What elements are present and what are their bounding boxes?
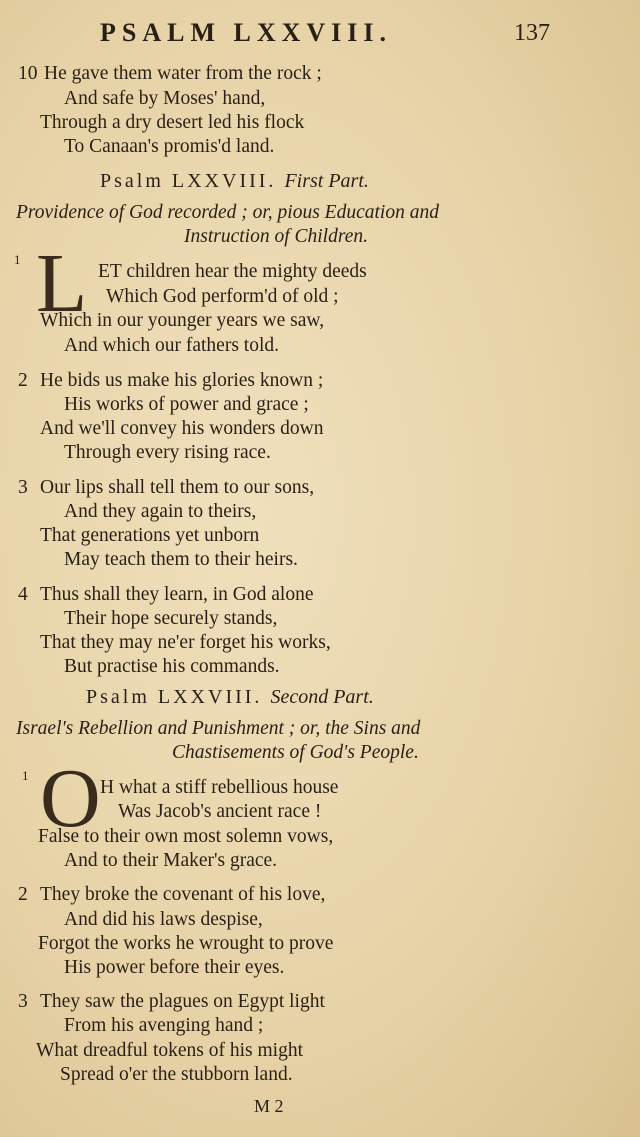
signature-mark: M 2 <box>254 1096 284 1116</box>
section-subtitle: Chastisements of God's People. <box>172 742 419 763</box>
psalm-heading: Psalm LXXVIII. <box>86 686 263 708</box>
verse-line: And which our fathers told. <box>64 335 279 356</box>
section-subtitle: Instruction of Children. <box>184 226 368 247</box>
part-label: Second Part. <box>270 686 374 708</box>
part-label: First Part. <box>284 170 369 192</box>
drop-cap: O <box>40 752 101 845</box>
verse-line: His works of power and grace ; <box>64 394 309 415</box>
verse-line: ET children hear the mighty deeds <box>98 261 367 282</box>
page-number: 137 <box>514 20 550 46</box>
verse-line: And did his laws despise, <box>64 909 263 930</box>
verse-line: May teach them to their heirs. <box>64 549 298 570</box>
verse-line: Thus shall they learn, in God alone <box>40 584 314 605</box>
verse-line: Which God perform'd of old ; <box>106 286 339 307</box>
section-heading <box>100 170 369 193</box>
verse-line: False to their own most solemn vows, <box>38 826 334 847</box>
verse-line: But practise his commands. <box>64 656 280 677</box>
verse-line: He bids us make his glories known ; <box>40 370 324 391</box>
verse-line: And we'll convey his wonders down <box>40 418 324 439</box>
stanza-number: 10 <box>18 63 38 84</box>
stanza-number: 3 <box>18 991 28 1012</box>
verse-line: Forgot the works he wrought to prove <box>38 933 334 954</box>
verse-line: He gave them water from the rock ; <box>44 63 322 84</box>
running-head <box>0 18 640 52</box>
verse-line: Spread o'er the stubborn land. <box>60 1064 293 1085</box>
verse-line: Their hope securely stands, <box>64 608 278 629</box>
verse-line: And to their Maker's grace. <box>64 850 278 871</box>
section-subtitle: Providence of God recorded ; or, pious Education and <box>16 202 439 223</box>
psalm-heading: Psalm LXXVIII. <box>100 170 277 192</box>
section-heading <box>86 686 374 709</box>
drop-cap: L <box>36 237 88 330</box>
verse-line: Was Jacob's ancient race ! <box>118 801 322 822</box>
stanza-number: 1 <box>14 252 21 267</box>
verse-line: And safe by Moses' hand, <box>64 88 266 109</box>
stanza-number: 2 <box>18 370 28 391</box>
verse-line: They broke the covenant of his love, <box>40 884 326 905</box>
stanza-number: 2 <box>18 884 28 905</box>
verse-line: That they may ne'er forget his works, <box>40 632 331 653</box>
verse-line: From his avenging hand ; <box>64 1015 264 1036</box>
verse-line: Through every rising race. <box>64 442 271 463</box>
running-title: PSALM LXXVIII. <box>100 18 393 47</box>
verse-line: They saw the plagues on Egypt light <box>40 991 325 1012</box>
stanza-number: 1 <box>22 768 29 783</box>
verse-line: Which in our younger years we saw, <box>40 310 325 331</box>
stanza-number: 4 <box>18 584 28 605</box>
section-subtitle: Israel's Rebellion and Punishment ; or, the Sins and <box>16 718 421 739</box>
verse-line: Our lips shall tell them to our sons, <box>40 477 315 498</box>
verse-line: H what a stiff rebellious house <box>100 777 339 798</box>
verse-line: To Canaan's promis'd land. <box>64 136 275 157</box>
verse-line: That generations yet unborn <box>40 525 260 546</box>
verse-line: Through a dry desert led his flock <box>40 112 305 133</box>
stanza-number: 3 <box>18 477 28 498</box>
verse-line: And they again to theirs, <box>64 501 257 522</box>
verse-line: His power before their eyes. <box>64 957 285 978</box>
verse-line: What dreadful tokens of his might <box>36 1040 303 1061</box>
